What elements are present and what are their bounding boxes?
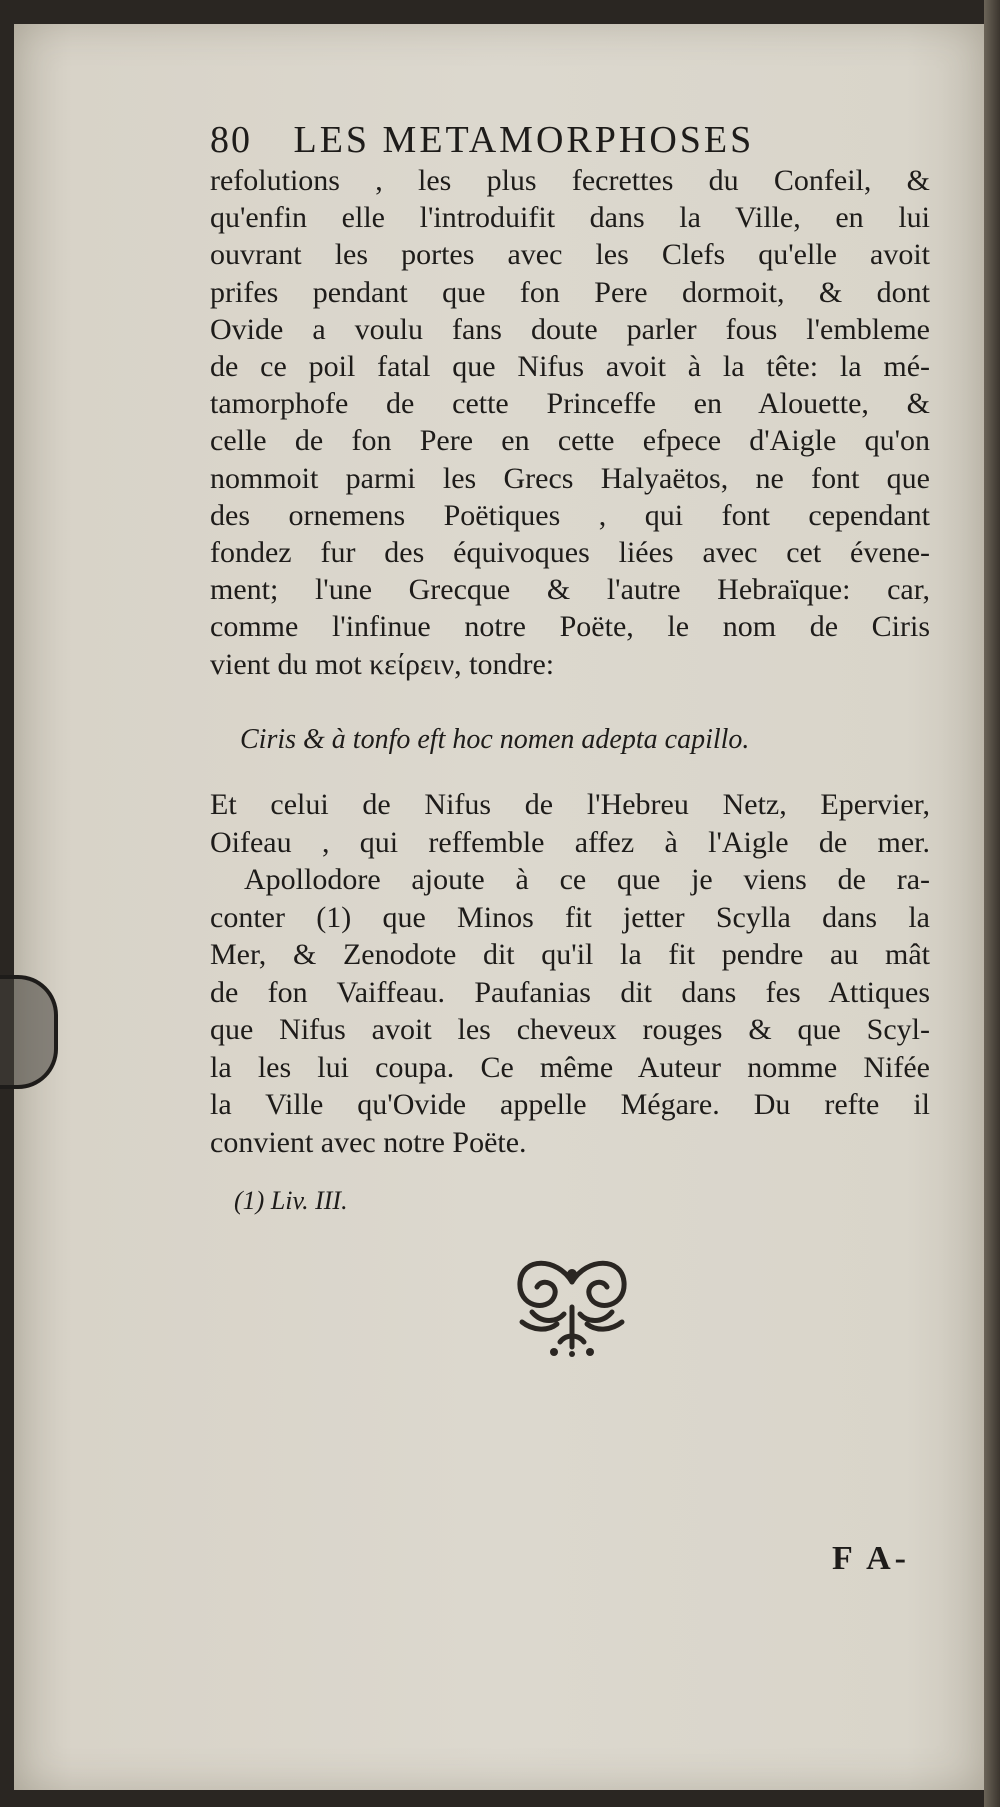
text-line: comme l'infinue notre Poëte, le nom de Ciris: [210, 610, 930, 644]
text-line: ouvrant les portes avec les Clefs qu'elle avoit: [210, 238, 930, 272]
text-line: Apollodore ajoute à ce que je viens de ra-: [244, 863, 930, 896]
book-edge: [984, 0, 1000, 1807]
text-line: celle de fon Pere en cette efpece d'Aigle qu'on: [210, 424, 930, 458]
text-line: tamorphofe de cette Princeffe en Alouette, &: [210, 387, 930, 421]
text-line: que Nifus avoit les cheveux rouges & que Scyl-: [210, 1013, 930, 1046]
text-line: la les lui coupa. Ce même Auteur nomme Nifée: [210, 1050, 930, 1084]
text-line: de fon Vaiffeau. Paufanias dit dans fes Attiques: [210, 975, 930, 1009]
text-line: convient avec notre Poëte.: [210, 1125, 527, 1159]
text-line: Oifeau , qui reffemble affez à l'Aigle de mer.: [210, 825, 930, 859]
text-line: nommoit parmi les Grecs Halyaëtos, ne font que: [210, 461, 930, 495]
page-title: LES METAMORPHOSES: [293, 119, 755, 161]
page-number: 80: [210, 119, 252, 161]
text-line: fondez fur des équivoques liées avec cet évene-: [210, 536, 930, 569]
text-line: refolutions , les plus fecrettes du Confeil, &: [210, 164, 930, 197]
catchword: F A-: [832, 1540, 911, 1577]
text-line: des ornemens Poëtiques , qui font cependant: [210, 498, 930, 532]
running-head: [210, 118, 930, 162]
ornament-icon: [502, 1252, 642, 1360]
text-line: de ce poil fatal que Nifus avoit à la tête: la mé-: [210, 350, 930, 383]
text-line: la Ville qu'Ovide appelle Mégare. Du refte il: [210, 1088, 930, 1121]
footnote: (1) Liv. III.: [234, 1186, 348, 1215]
text-line: Mer, & Zenodote dit qu'il la fit pendre au mât: [210, 938, 930, 971]
text-line: prifes pendant que fon Pere dormoit, & dont: [210, 275, 930, 309]
text-line: vient du mot κείρειν, tondre:: [210, 647, 555, 681]
latin-quote: Ciris & à tonfo eft hoc nomen adepta capillo.: [240, 724, 750, 755]
text-line: conter (1) que Minos fit jetter Scylla dans la: [210, 900, 930, 934]
text-line: Ovide a voulu fans doute parler fous l'embleme: [210, 312, 930, 346]
page-clip: [0, 975, 58, 1089]
text-line: Et celui de Nifus de l'Hebreu Netz, Epervier,: [210, 788, 930, 821]
text-line: qu'enfin elle l'introduifit dans la Ville, en lui: [210, 201, 930, 235]
text-line: ment; l'une Grecque & l'autre Hebraïque: car,: [210, 573, 930, 607]
